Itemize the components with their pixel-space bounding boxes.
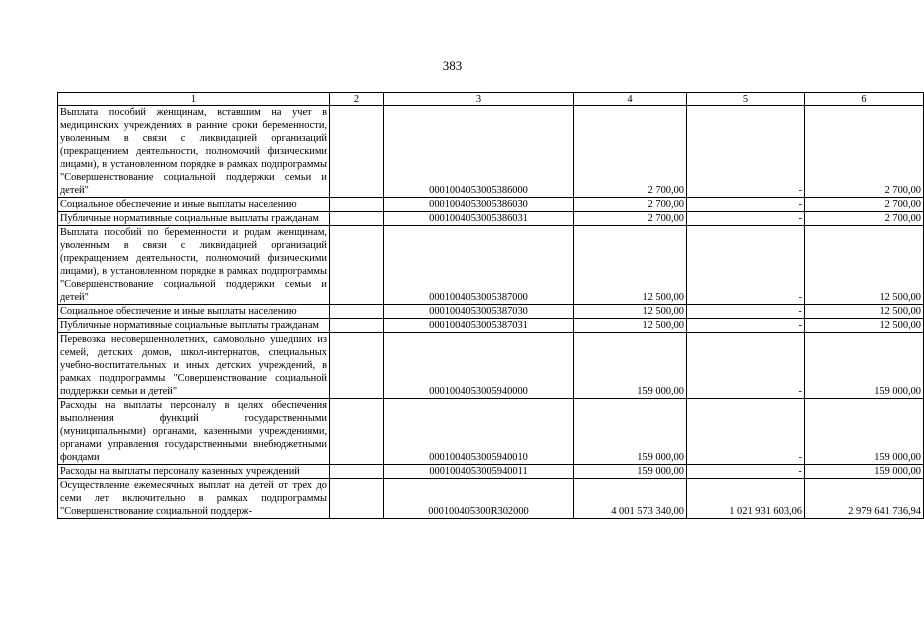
row-name: Выплата пособий женщинам, вставшим на учет в медицинских учреждениях в ранние сроки беременности, уволенным в связи с ликвидацией организаций (прекращением деятельности, полномочий физическими лицами), в установленном порядке в рамках подпрограммы "Совершенствование социальной поддержки семьи и детей" <box>58 106 330 198</box>
column-header-4: 4 <box>574 93 687 106</box>
page-number: 383 <box>442 58 463 73</box>
row-name: Публичные нормативные социальные выплаты гражданам <box>58 319 330 333</box>
row-code: 0001004053005387031 <box>384 319 574 333</box>
row-executed: - <box>687 106 805 198</box>
table-row <box>58 106 924 198</box>
row-name: Социальное обеспечение и иные выплаты населению <box>58 198 330 212</box>
table-row <box>58 198 924 212</box>
row-name: Перевозка несовершеннолетних, самовольно ушедших из семей, детских домов, школ-интернатов, специальных учебно-воспитательных и иных детских учреждений, в рамках подпрограммы "Совершенствование социальной поддержки семьи и детей" <box>58 333 330 399</box>
row-section <box>330 479 384 519</box>
table-row <box>58 212 924 226</box>
row-remainder: 12 500,00 <box>805 319 924 333</box>
row-section <box>330 106 384 198</box>
row-section <box>330 212 384 226</box>
row-remainder: 2 700,00 <box>805 198 924 212</box>
row-remainder: 12 500,00 <box>805 305 924 319</box>
table-header <box>58 93 924 106</box>
row-code: 0001004053005940000 <box>384 333 574 399</box>
row-remainder: 2 700,00 <box>805 106 924 198</box>
row-name: Расходы на выплаты персоналу казенных учреждений <box>58 465 330 479</box>
row-remainder: 12 500,00 <box>805 226 924 305</box>
row-executed: - <box>687 198 805 212</box>
table-row <box>58 465 924 479</box>
row-executed: - <box>687 399 805 465</box>
table-row <box>58 305 924 319</box>
row-plan: 12 500,00 <box>574 305 687 319</box>
row-executed: - <box>687 319 805 333</box>
row-name: Социальное обеспечение и иные выплаты населению <box>58 305 330 319</box>
row-name: Расходы на выплаты персоналу в целях обеспечения выполнения функций государственными (муниципальными) органами, казенными учреждениями, органами управления государственными внебюджетными фондами <box>58 399 330 465</box>
row-section <box>330 226 384 305</box>
row-plan: 159 000,00 <box>574 399 687 465</box>
table-row <box>58 479 924 519</box>
table-row <box>58 333 924 399</box>
row-section <box>330 319 384 333</box>
row-code: 000100405300R302000 <box>384 479 574 519</box>
row-plan: 12 500,00 <box>574 226 687 305</box>
row-section <box>330 333 384 399</box>
row-plan: 2 700,00 <box>574 198 687 212</box>
row-code: 0001004053005386030 <box>384 198 574 212</box>
row-remainder: 2 700,00 <box>805 212 924 226</box>
row-code: 0001004053005940011 <box>384 465 574 479</box>
header-row <box>58 93 924 106</box>
row-executed: - <box>687 212 805 226</box>
row-plan: 2 700,00 <box>574 106 687 198</box>
row-plan: 4 001 573 340,00 <box>574 479 687 519</box>
table-row <box>58 399 924 465</box>
row-executed: 1 021 931 603,06 <box>687 479 805 519</box>
row-plan: 159 000,00 <box>574 333 687 399</box>
table-body <box>58 106 924 519</box>
row-code: 0001004053005940010 <box>384 399 574 465</box>
column-header-2: 2 <box>330 93 384 106</box>
table-row <box>58 319 924 333</box>
row-code: 0001004053005386031 <box>384 212 574 226</box>
row-executed: - <box>687 305 805 319</box>
row-plan: 2 700,00 <box>574 212 687 226</box>
row-executed: - <box>687 333 805 399</box>
column-header-5: 5 <box>687 93 805 106</box>
row-section <box>330 399 384 465</box>
row-plan: 159 000,00 <box>574 465 687 479</box>
column-header-6: 6 <box>805 93 924 106</box>
row-executed: - <box>687 465 805 479</box>
row-executed: - <box>687 226 805 305</box>
column-header-1: 1 <box>58 93 330 106</box>
row-name: Выплата пособий по беременности и родам женщинам, уволенным в связи с ликвидацией организаций (прекращением деятельности, полномочий физическими лицами), в установленном порядке в рамках подпрограммы "Совершенствование социальной поддержки семьи и детей" <box>58 226 330 305</box>
row-remainder: 159 000,00 <box>805 333 924 399</box>
row-remainder: 2 979 641 736,94 <box>805 479 924 519</box>
row-section <box>330 465 384 479</box>
row-plan: 12 500,00 <box>574 319 687 333</box>
row-section <box>330 198 384 212</box>
row-name: Осуществление ежемесячных выплат на детей от трех до семи лет включительно в рамках подпрограммы "Совершенствование социальной поддерж- <box>58 479 330 519</box>
row-remainder: 159 000,00 <box>805 399 924 465</box>
row-code: 0001004053005387030 <box>384 305 574 319</box>
row-remainder: 159 000,00 <box>805 465 924 479</box>
row-section <box>330 305 384 319</box>
row-name: Публичные нормативные социальные выплаты гражданам <box>58 212 330 226</box>
row-code: 0001004053005386000 <box>384 106 574 198</box>
budget-table <box>57 92 924 519</box>
table-row <box>58 226 924 305</box>
row-code: 0001004053005387000 <box>384 226 574 305</box>
column-header-3: 3 <box>384 93 574 106</box>
